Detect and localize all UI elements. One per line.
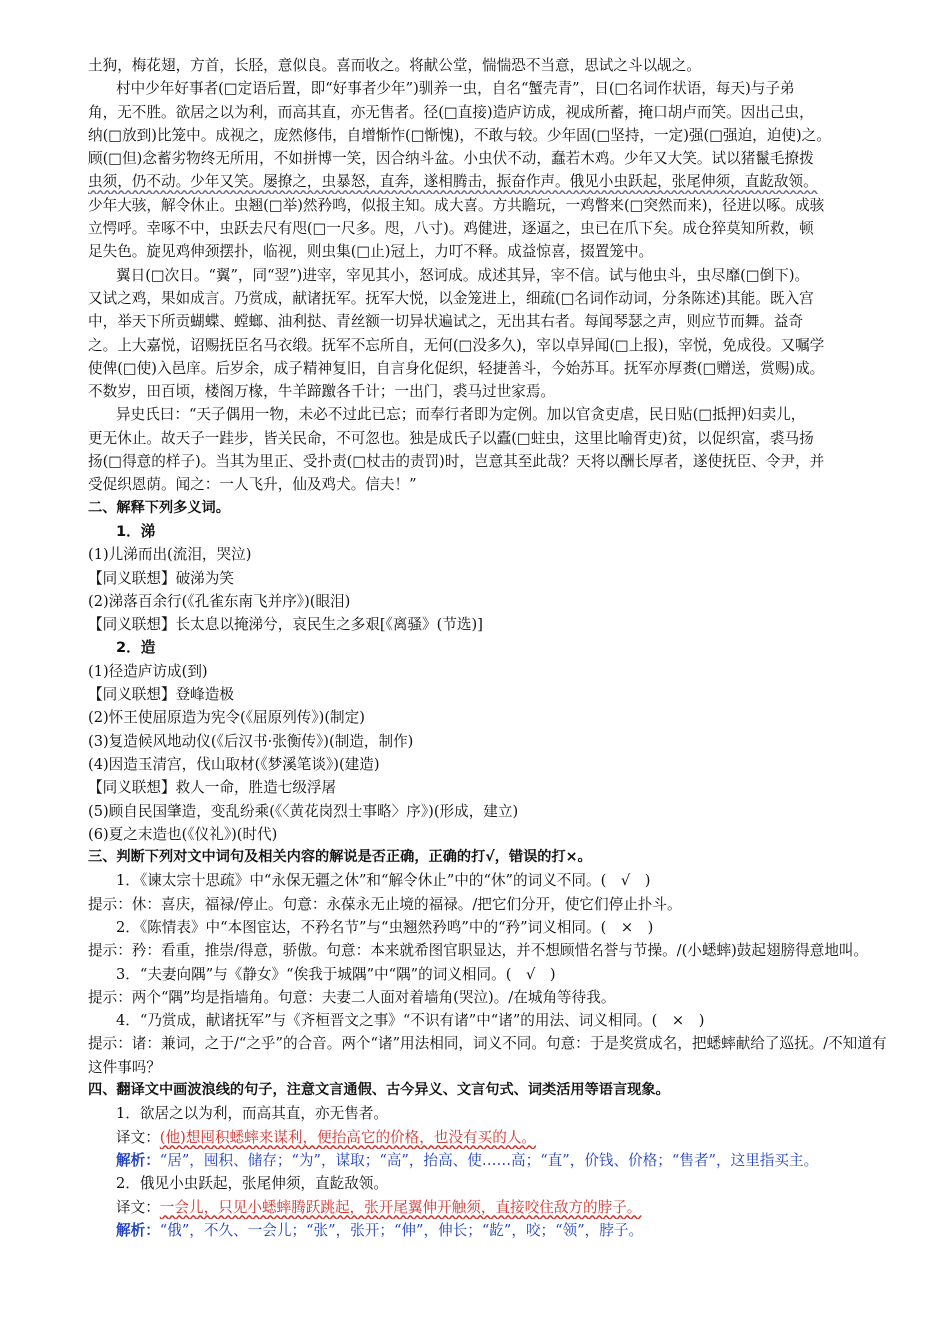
question: 3．“夫妻向隅”与《静女》“俟我于城隅”中“隅”的词义相同。( √ ) (116, 965, 556, 983)
passage-line: 异史氏曰：“天子偶用一物，未必不过此已忘；而奉行者即为定例。加以官贪吏虐，民日贴(□抵押)妇卖儿， (116, 406, 806, 424)
word-sense: (4)因造玉清宫，伐山取材(《梦溪笔谈》)(建造) (88, 755, 380, 773)
analysis-label: 解析： (116, 1151, 160, 1169)
passage-line: 立愕呼。幸啄不中，虫跃去尺有咫(□一尺多。咫，八寸)。鸡健进，逐逼之，虫已在爪下矣。成仓猝莫知所救，顿 (88, 220, 814, 238)
passage-line: 又试之鸡，果如成言。乃赏成，献诸抚军。抚军大悦，以金笼进上，细疏(□名词作动词，分条陈述)其能。既入宫 (88, 289, 814, 307)
translation-label: 译文： (116, 1128, 160, 1146)
section-3 (88, 846, 896, 1079)
hint: 提示：两个“隅”均是指墙角。句意：夫妻二人面对着墙角(哭泣)。/在城角等待我。 (88, 988, 616, 1006)
passage-line: 使俾(□使)入邑庠。后岁余，成子精神复旧，自言身化促织，轻捷善斗，今始苏耳。抚军亦厚赉(□赠送，赏赐)成。 (88, 359, 825, 377)
analysis (88, 1219, 896, 1242)
passage-line: 角，无不胜。欲居之以为利，而高其直，亦无售者。径(□直接)造庐访成，视成所蓄，掩口胡卢而笑。因出己虫， (88, 103, 814, 121)
word-sense: (3)复造候风地动仪(《后汉书·张衡传》)(制造，制作) (88, 732, 414, 750)
passage-line: 之。上大嘉悦，诏赐抚臣名马衣缎。抚军不忘所自，无何(□没多久)，宰以卓异闻(□上报)，宰悦，免成役。又嘱学 (88, 336, 825, 354)
word-sense: (5)顾自民国肇造，变乱纷乘(《〈黄花岗烈士事略〉序》)(形成，建立) (88, 802, 519, 820)
passage-line: 中，举天下所贡蝴蝶、螳螂、油利挞、青丝额一切异状遍试之，无出其右者。每闻琴瑟之声，则应节而舞。益奇 (88, 313, 804, 331)
section-heading: 四、翻译文中画波浪线的句子，注意文言通假、古今异义、文言句式、词类活用等语言现象。 (88, 1082, 670, 1099)
hint: 提示：诸：兼词，之于/“之乎”的合音。两个“诸”用法相同，词义不同。句意：于是奖赏成名，把蟋蟀献给了巡抚。/不知道有这件事吗？ (88, 1035, 887, 1076)
word-sense: (2)涕落百余行(《孔雀东南飞并序》)(眼泪) (88, 592, 351, 610)
question: 2．《陈情表》中“本图宦达，不矜名节”与“虫翘然矜鸣”中的“矜”词义相同。( × ) (116, 918, 654, 936)
analysis-text: “居”，囤积、储存；“为”，谋取；“高”，抬高、使……高；“直”，价钱、价格；“售者”，这里指买主。 (159, 1151, 819, 1169)
hint: 提示：休：喜庆，福禄/停止。句意：永葆永无止境的福禄。/把它们分开，使它们停止扑斗。 (88, 895, 682, 913)
translation-text: (他)想囤积蟋蟀来谋利，便抬高它的价格，也没有买的人。 (159, 1128, 537, 1146)
analysis-label: 解析： (116, 1221, 160, 1239)
passage-line: 更无休止。故天子一跬步，皆关民命，不可忽也。独是成氏子以蠹(□蛀虫，这里比喻胥吏)贫，以促织富，裘马扬 (88, 429, 814, 447)
translation (88, 1196, 896, 1219)
word-sense: (6)夏之末造也(《仪礼》)(时代) (88, 825, 278, 843)
translation (88, 1126, 896, 1149)
passage-line: 顾(□但)念蓄劣物终无所用，不如拼博一笑，因合纳斗盆。小虫伏不动，蠢若木鸡。少年又大笑。试以猪鬣毛撩拨 (88, 150, 814, 168)
passage-line: 虫须，仍不动。少年又笑。屡撩之，虫暴怒，直奔，遂相腾击，振奋作声。俄见小虫跃起，张尾伸须，直龁敌领。 (88, 173, 818, 191)
passage-line: 不数岁，田百顷，楼阁万椽，牛羊蹄躈各千计；一出门，裘马过世家焉。 (88, 383, 556, 401)
sentence: 2．俄见小虫跃起，张尾伸须，直龁敌领。 (116, 1175, 388, 1193)
translation-label: 译文： (116, 1198, 160, 1216)
document-page (88, 54, 896, 1242)
synonym-note: 【同义联想】登峰造极 (88, 686, 234, 704)
passage-line: 翼日(□次日。“翼”，同“翌”)进宰，宰见其小，怒诃成。成述其异，宰不信。试与他虫斗，虫尽靡(□倒下)。 (116, 266, 810, 284)
question: 4．“乃赏成，献诸抚军”与《齐桓晋文之事》“不识有诸”中“诸”的用法、词义相同。( × ) (116, 1012, 705, 1030)
passage-line: 纳(□放到)比笼中。成视之，庞然修伟，自增惭怍(□惭愧)，不敢与较。少年固(□坚持，一定)强(□强迫，迫使)之。 (88, 126, 831, 144)
translation-text: 一会儿，只见小蟋蟀腾跃跳起，张开尾翼伸开触须，直接咬住敌方的脖子。 (159, 1198, 642, 1216)
synonym-note: 【同义联想】长太息以掩涕兮，哀民生之多艰[《离骚》(节选)] (88, 616, 483, 634)
word-sense: (1)儿涕而出(流泪，哭泣) (88, 546, 252, 564)
analysis (88, 1149, 896, 1172)
section-2 (88, 497, 896, 846)
passage-line: 扬(□得意的样子)。当其为里正、受扑责(□杖击的责罚)时，岂意其至此哉？天将以酬长厚者，遂使抚臣、令尹，并 (88, 453, 825, 471)
passage-line: 少年大骇，解令休止。虫翘(□举)然矜鸣，似报主知。成大喜。方共瞻玩，一鸡瞥来(□突然而来)，径进以啄。成骇 (88, 196, 825, 214)
word-sense: (1)径造庐访成(到) (88, 662, 208, 680)
section-heading: 二、解释下列多义词。 (88, 499, 230, 516)
word-title: 2．造 (116, 639, 156, 657)
passage-line: 足失色。旋见鸡伸颈摆扑，临视，则虫集(□止)冠上，力叮不释。成益惊喜，掇置笼中。 (88, 243, 654, 261)
synonym-note: 【同义联想】救人一命，胜造七级浮屠 (88, 779, 337, 797)
passage (88, 54, 896, 497)
section-4 (88, 1079, 896, 1242)
sentence: 1．欲居之以为利，而高其直，亦无售者。 (116, 1105, 388, 1123)
passage-line: 受促织恩荫。闻之：一人飞升，仙及鸡犬。信夫！” (88, 476, 417, 494)
word-title: 1．涕 (116, 522, 156, 540)
question: 1．《谏太宗十思疏》中“永保无疆之休”和“解令休止”中的“休”的词义不同。( √ ) (116, 872, 651, 890)
word-sense: (2)怀王使屈原造为宪令(《屈原列传》)(制定) (88, 709, 365, 727)
section-heading: 三、判断下列对文中词句及相关内容的解说是否正确，正确的打√，错误的打×。 (88, 849, 592, 866)
passage-line: 土狗，梅花翅，方首，长胫，意似良。喜而收之。将献公堂，惴惴恐不当意，思试之斗以觇之。 (88, 57, 701, 74)
synonym-note: 【同义联想】破涕为笑 (88, 569, 234, 587)
passage-line: 村中少年好事者(□定语后置，即“好事者少年”)驯养一虫，自名“蟹壳青”，日(□名词作状语，每天)与子弟 (116, 80, 795, 98)
analysis-text: “俄”，不久、一会儿；“张”，张开；“伸”，伸长；“龁”，咬；“领”，脖子。 (159, 1221, 644, 1239)
hint: 提示：矜：看重，推崇/得意，骄傲。句意：本来就希图官职显达，并不想顾惜名誉与节操。/(小蟋蟀)鼓起翅膀得意地叫。 (88, 942, 869, 960)
